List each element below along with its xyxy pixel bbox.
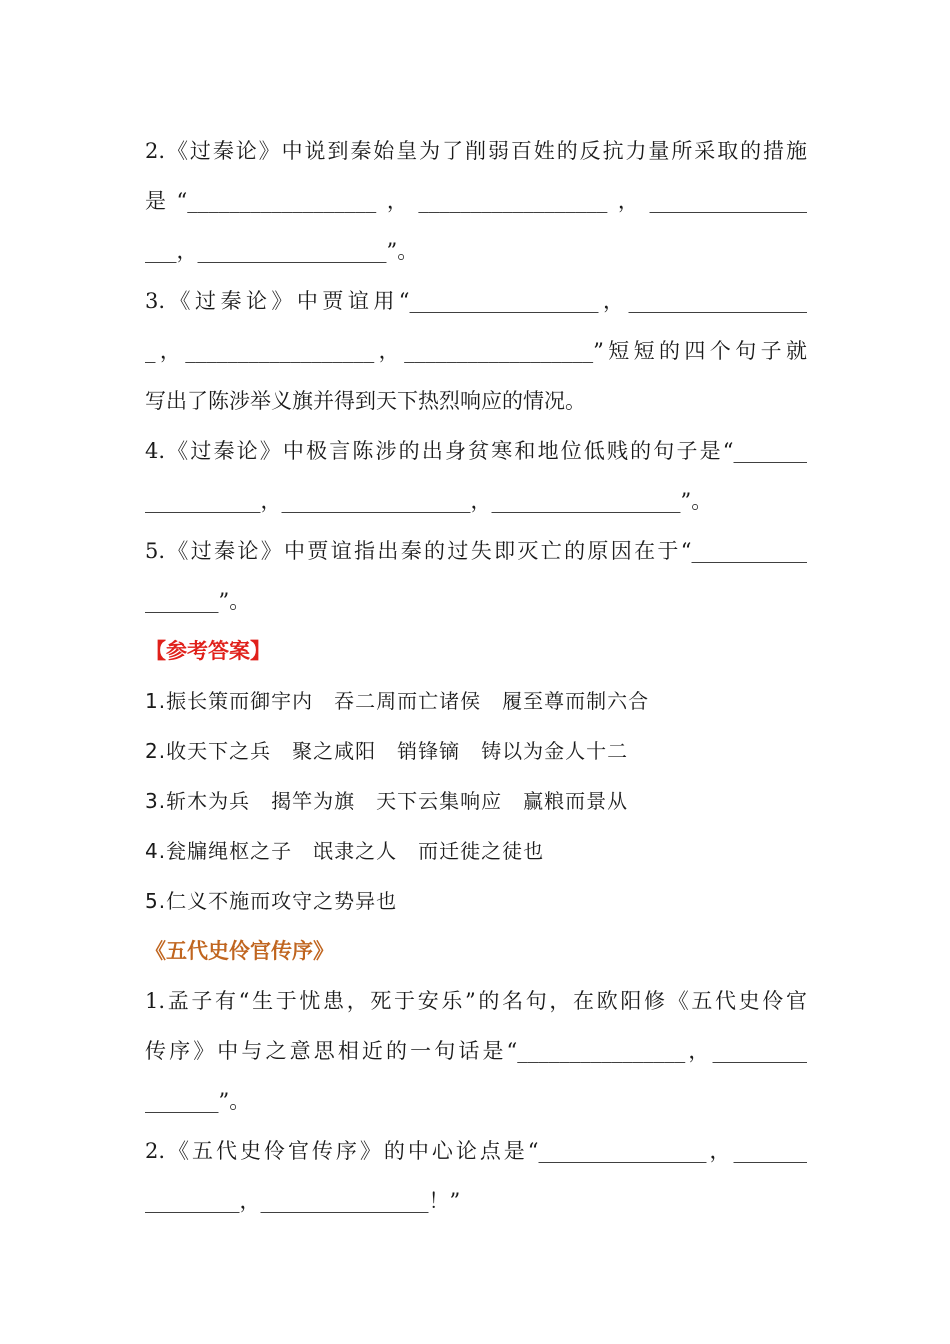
answer-list	[145, 676, 807, 926]
section-title: 《五代史伶官传序》	[145, 939, 334, 963]
section-question-1	[145, 976, 807, 1126]
answer-item: 3.斩木为兵 揭竿为旗 天下云集响应 赢粮而景从	[145, 789, 629, 813]
question-4	[145, 426, 807, 526]
question-line: 2.《五代史伶官传序》的中心论点是“________________，_______	[145, 1139, 807, 1163]
question-line: _______”。	[145, 589, 251, 613]
question-line: 4.《过秦论》中极言陈涉的出身贫寒和地位低贱的句子是“_______	[145, 439, 807, 463]
question-line: 传序》中与之意思相近的一句话是“________________，_________	[145, 1039, 807, 1063]
question-line: 写出了陈涉举义旗并得到天下热烈响应的情况。	[145, 389, 586, 413]
answer-item: 1.振长策而御宇内 吞二周而亡诸侯 履至尊而制六合	[145, 689, 650, 713]
answer-item: 5.仁义不施而攻守之势异也	[145, 889, 398, 913]
question-line: 5.《过秦论》中贾谊指出秦的过失即灭亡的原因在于“___________	[145, 539, 807, 563]
question-line: 3.《过秦论》中贾谊用“__________________，_________________	[145, 289, 807, 313]
question-line: _________，________________！”	[145, 1189, 461, 1213]
question-5	[145, 526, 807, 626]
answer-item: 4.瓮牖绳枢之子 氓隶之人 而迁徙之徒也	[145, 839, 545, 863]
answer-item: 2.收天下之兵 聚之咸阳 销锋镝 铸以为金人十二	[145, 739, 629, 763]
question-line: ___________，__________________，__________________”。	[145, 489, 713, 513]
document-page	[145, 126, 807, 1226]
answer-heading: 【参考答案】	[145, 639, 271, 663]
question-2	[145, 126, 807, 276]
question-line: ___，__________________”。	[145, 239, 419, 263]
question-line: 1.孟子有“生于忧患，死于安乐”的名句，在欧阳修《五代史伶官	[145, 989, 807, 1013]
section-question-2	[145, 1126, 807, 1226]
question-line: 2.《过秦论》中说到秦始皇为了削弱百姓的反抗力量所采取的措施	[145, 139, 807, 163]
question-line: _，__________________，__________________”短短的四个句子就	[145, 339, 807, 363]
question-3	[145, 276, 807, 426]
question-line: 是“__________________，__________________，_______________	[145, 189, 807, 213]
question-line: _______”。	[145, 1089, 251, 1113]
